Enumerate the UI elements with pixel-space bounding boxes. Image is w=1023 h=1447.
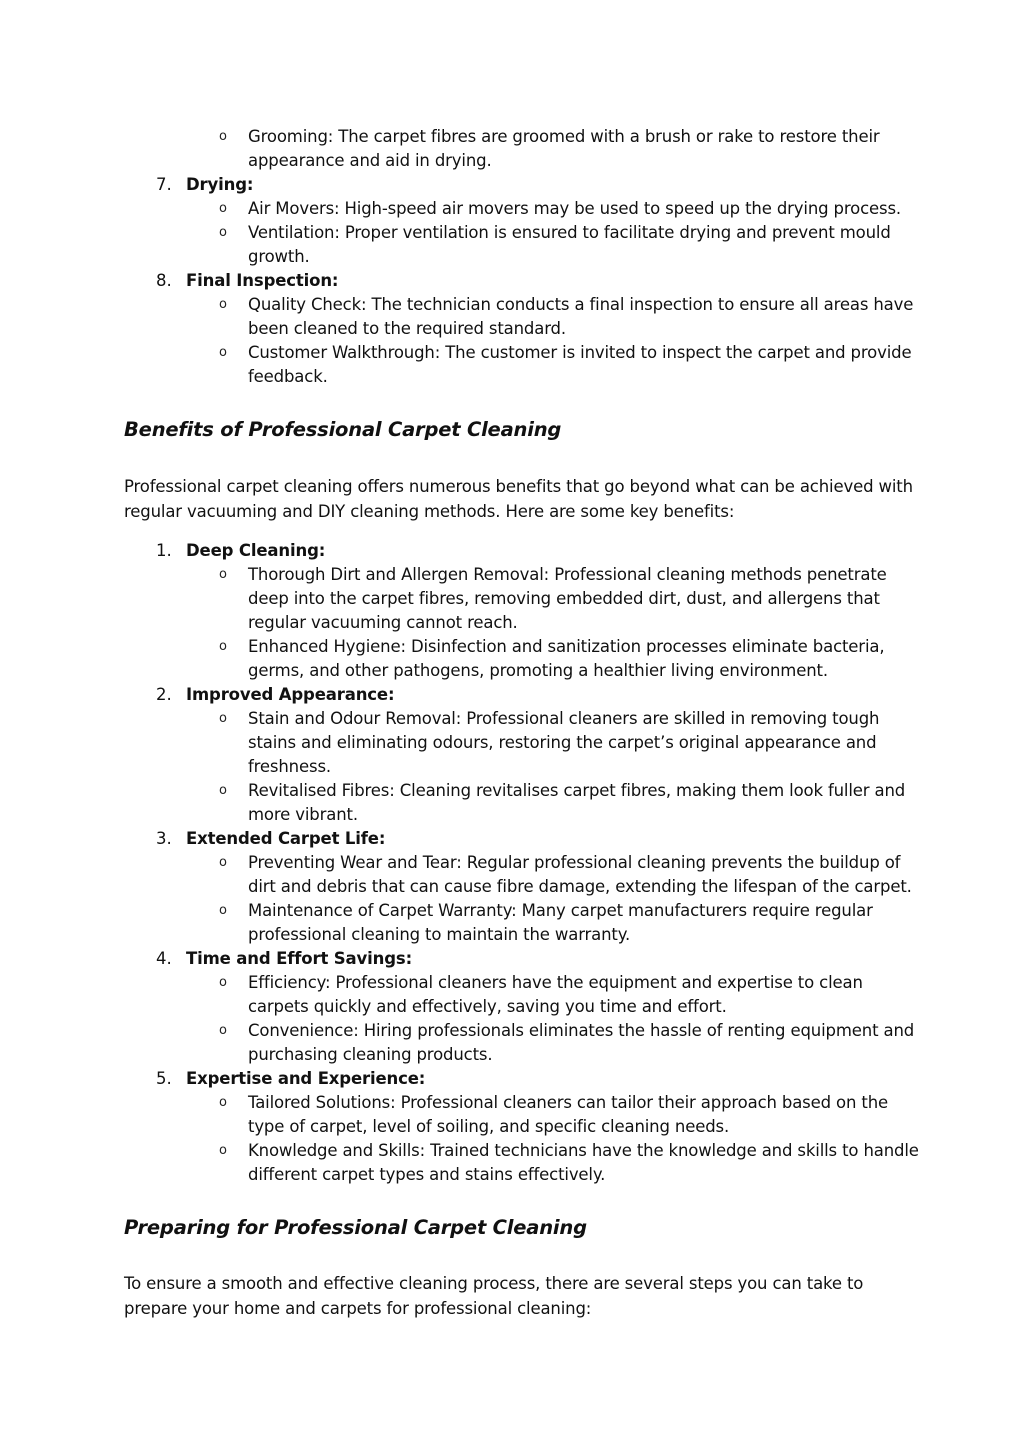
bullet-line: Revitalised Fibres: Cleaning revitalises carpet fibres, making them look fuller and bbox=[248, 781, 906, 800]
bullet-line: feedback. bbox=[248, 367, 328, 386]
paragraph-line: To ensure a smooth and effective cleaning process, there are several steps you can take to bbox=[124, 1274, 864, 1293]
list-number: 7. bbox=[156, 175, 172, 194]
section-heading-preparing: Preparing for Professional Carpet Cleaning bbox=[124, 1216, 587, 1239]
bullet-line: deep into the carpet fibres, removing embedded dirt, dust, and allergens that bbox=[248, 589, 880, 608]
bullet-line: Grooming: The carpet fibres are groomed with a brush or rake to restore their bbox=[248, 127, 880, 146]
bullet-marker: o bbox=[219, 855, 227, 870]
bullet-marker: o bbox=[219, 1143, 227, 1158]
list-item-title: Time and Effort Savings: bbox=[186, 949, 413, 968]
bullet-line: Efficiency: Professional cleaners have the equipment and expertise to clean bbox=[248, 973, 863, 992]
bullet-line: carpets quickly and effectively, saving you time and effort. bbox=[248, 997, 727, 1016]
bullet-line: dirt and debris that can cause fibre damage, extending the lifespan of the carpet. bbox=[248, 877, 912, 896]
bullet-marker: o bbox=[219, 345, 227, 360]
bullet-marker: o bbox=[219, 297, 227, 312]
bullet-line: Enhanced Hygiene: Disinfection and sanitization processes eliminate bacteria, bbox=[248, 637, 885, 656]
list-number: 1. bbox=[156, 541, 172, 560]
list-number: 3. bbox=[156, 829, 172, 848]
bullet-line: germs, and other pathogens, promoting a healthier living environment. bbox=[248, 661, 828, 680]
list-number: 8. bbox=[156, 271, 172, 290]
list-item-title: Drying: bbox=[186, 175, 254, 194]
bullet-line: regular vacuuming cannot reach. bbox=[248, 613, 518, 632]
list-item-title: Deep Cleaning: bbox=[186, 541, 326, 560]
bullet-line: different carpet types and stains effectively. bbox=[248, 1165, 606, 1184]
bullet-line: Preventing Wear and Tear: Regular professional cleaning prevents the buildup of bbox=[248, 853, 901, 872]
bullet-marker: o bbox=[219, 783, 227, 798]
bullet-marker: o bbox=[219, 225, 227, 240]
bullet-line: Customer Walkthrough: The customer is invited to inspect the carpet and provide bbox=[248, 343, 912, 362]
bullet-line: more vibrant. bbox=[248, 805, 358, 824]
list-item-title: Extended Carpet Life: bbox=[186, 829, 386, 848]
list-item-title: Improved Appearance: bbox=[186, 685, 395, 704]
bullet-marker: o bbox=[219, 903, 227, 918]
bullet-line: freshness. bbox=[248, 757, 331, 776]
section-heading-benefits: Benefits of Professional Carpet Cleaning bbox=[124, 418, 562, 441]
bullet-line: Tailored Solutions: Professional cleaners can tailor their approach based on the bbox=[248, 1093, 889, 1112]
bullet-line: Ventilation: Proper ventilation is ensured to facilitate drying and prevent mould bbox=[248, 223, 891, 242]
paragraph-line: Professional carpet cleaning offers numerous benefits that go beyond what can be achieved with bbox=[124, 477, 913, 496]
bullet-line: professional cleaning to maintain the warranty. bbox=[248, 925, 631, 944]
list-item-title: Expertise and Experience: bbox=[186, 1069, 426, 1088]
bullet-marker: o bbox=[219, 129, 227, 144]
bullet-line: stains and eliminating odours, restoring the carpet’s original appearance and bbox=[248, 733, 877, 752]
paragraph-line: regular vacuuming and DIY cleaning methods. Here are some key benefits: bbox=[124, 502, 735, 521]
list-number: 4. bbox=[156, 949, 172, 968]
bullet-marker: o bbox=[219, 639, 227, 654]
bullet-marker: o bbox=[219, 567, 227, 582]
bullet-line: Air Movers: High-speed air movers may be used to speed up the drying process. bbox=[248, 199, 902, 218]
bullet-line: Convenience: Hiring professionals eliminates the hassle of renting equipment and bbox=[248, 1021, 915, 1040]
bullet-marker: o bbox=[219, 201, 227, 216]
bullet-line: been cleaned to the required standard. bbox=[248, 319, 566, 338]
paragraph-line: prepare your home and carpets for professional cleaning: bbox=[124, 1299, 592, 1318]
list-number: 2. bbox=[156, 685, 172, 704]
bullet-marker: o bbox=[219, 975, 227, 990]
bullet-line: Quality Check: The technician conducts a final inspection to ensure all areas have bbox=[248, 295, 914, 314]
bullet-line: Maintenance of Carpet Warranty: Many carpet manufacturers require regular bbox=[248, 901, 873, 920]
list-number: 5. bbox=[156, 1069, 172, 1088]
bullet-line: growth. bbox=[248, 247, 310, 266]
bullet-marker: o bbox=[219, 1023, 227, 1038]
bullet-marker: o bbox=[219, 1095, 227, 1110]
bullet-line: Knowledge and Skills: Trained technicians have the knowledge and skills to handle bbox=[248, 1141, 919, 1160]
bullet-line: purchasing cleaning products. bbox=[248, 1045, 493, 1064]
bullet-line: Thorough Dirt and Allergen Removal: Professional cleaning methods penetrate bbox=[248, 565, 887, 584]
bullet-line: type of carpet, level of soiling, and specific cleaning needs. bbox=[248, 1117, 730, 1136]
bullet-line: appearance and aid in drying. bbox=[248, 151, 492, 170]
bullet-marker: o bbox=[219, 711, 227, 726]
list-item-title: Final Inspection: bbox=[186, 271, 339, 290]
bullet-line: Stain and Odour Removal: Professional cleaners are skilled in removing tough bbox=[248, 709, 880, 728]
